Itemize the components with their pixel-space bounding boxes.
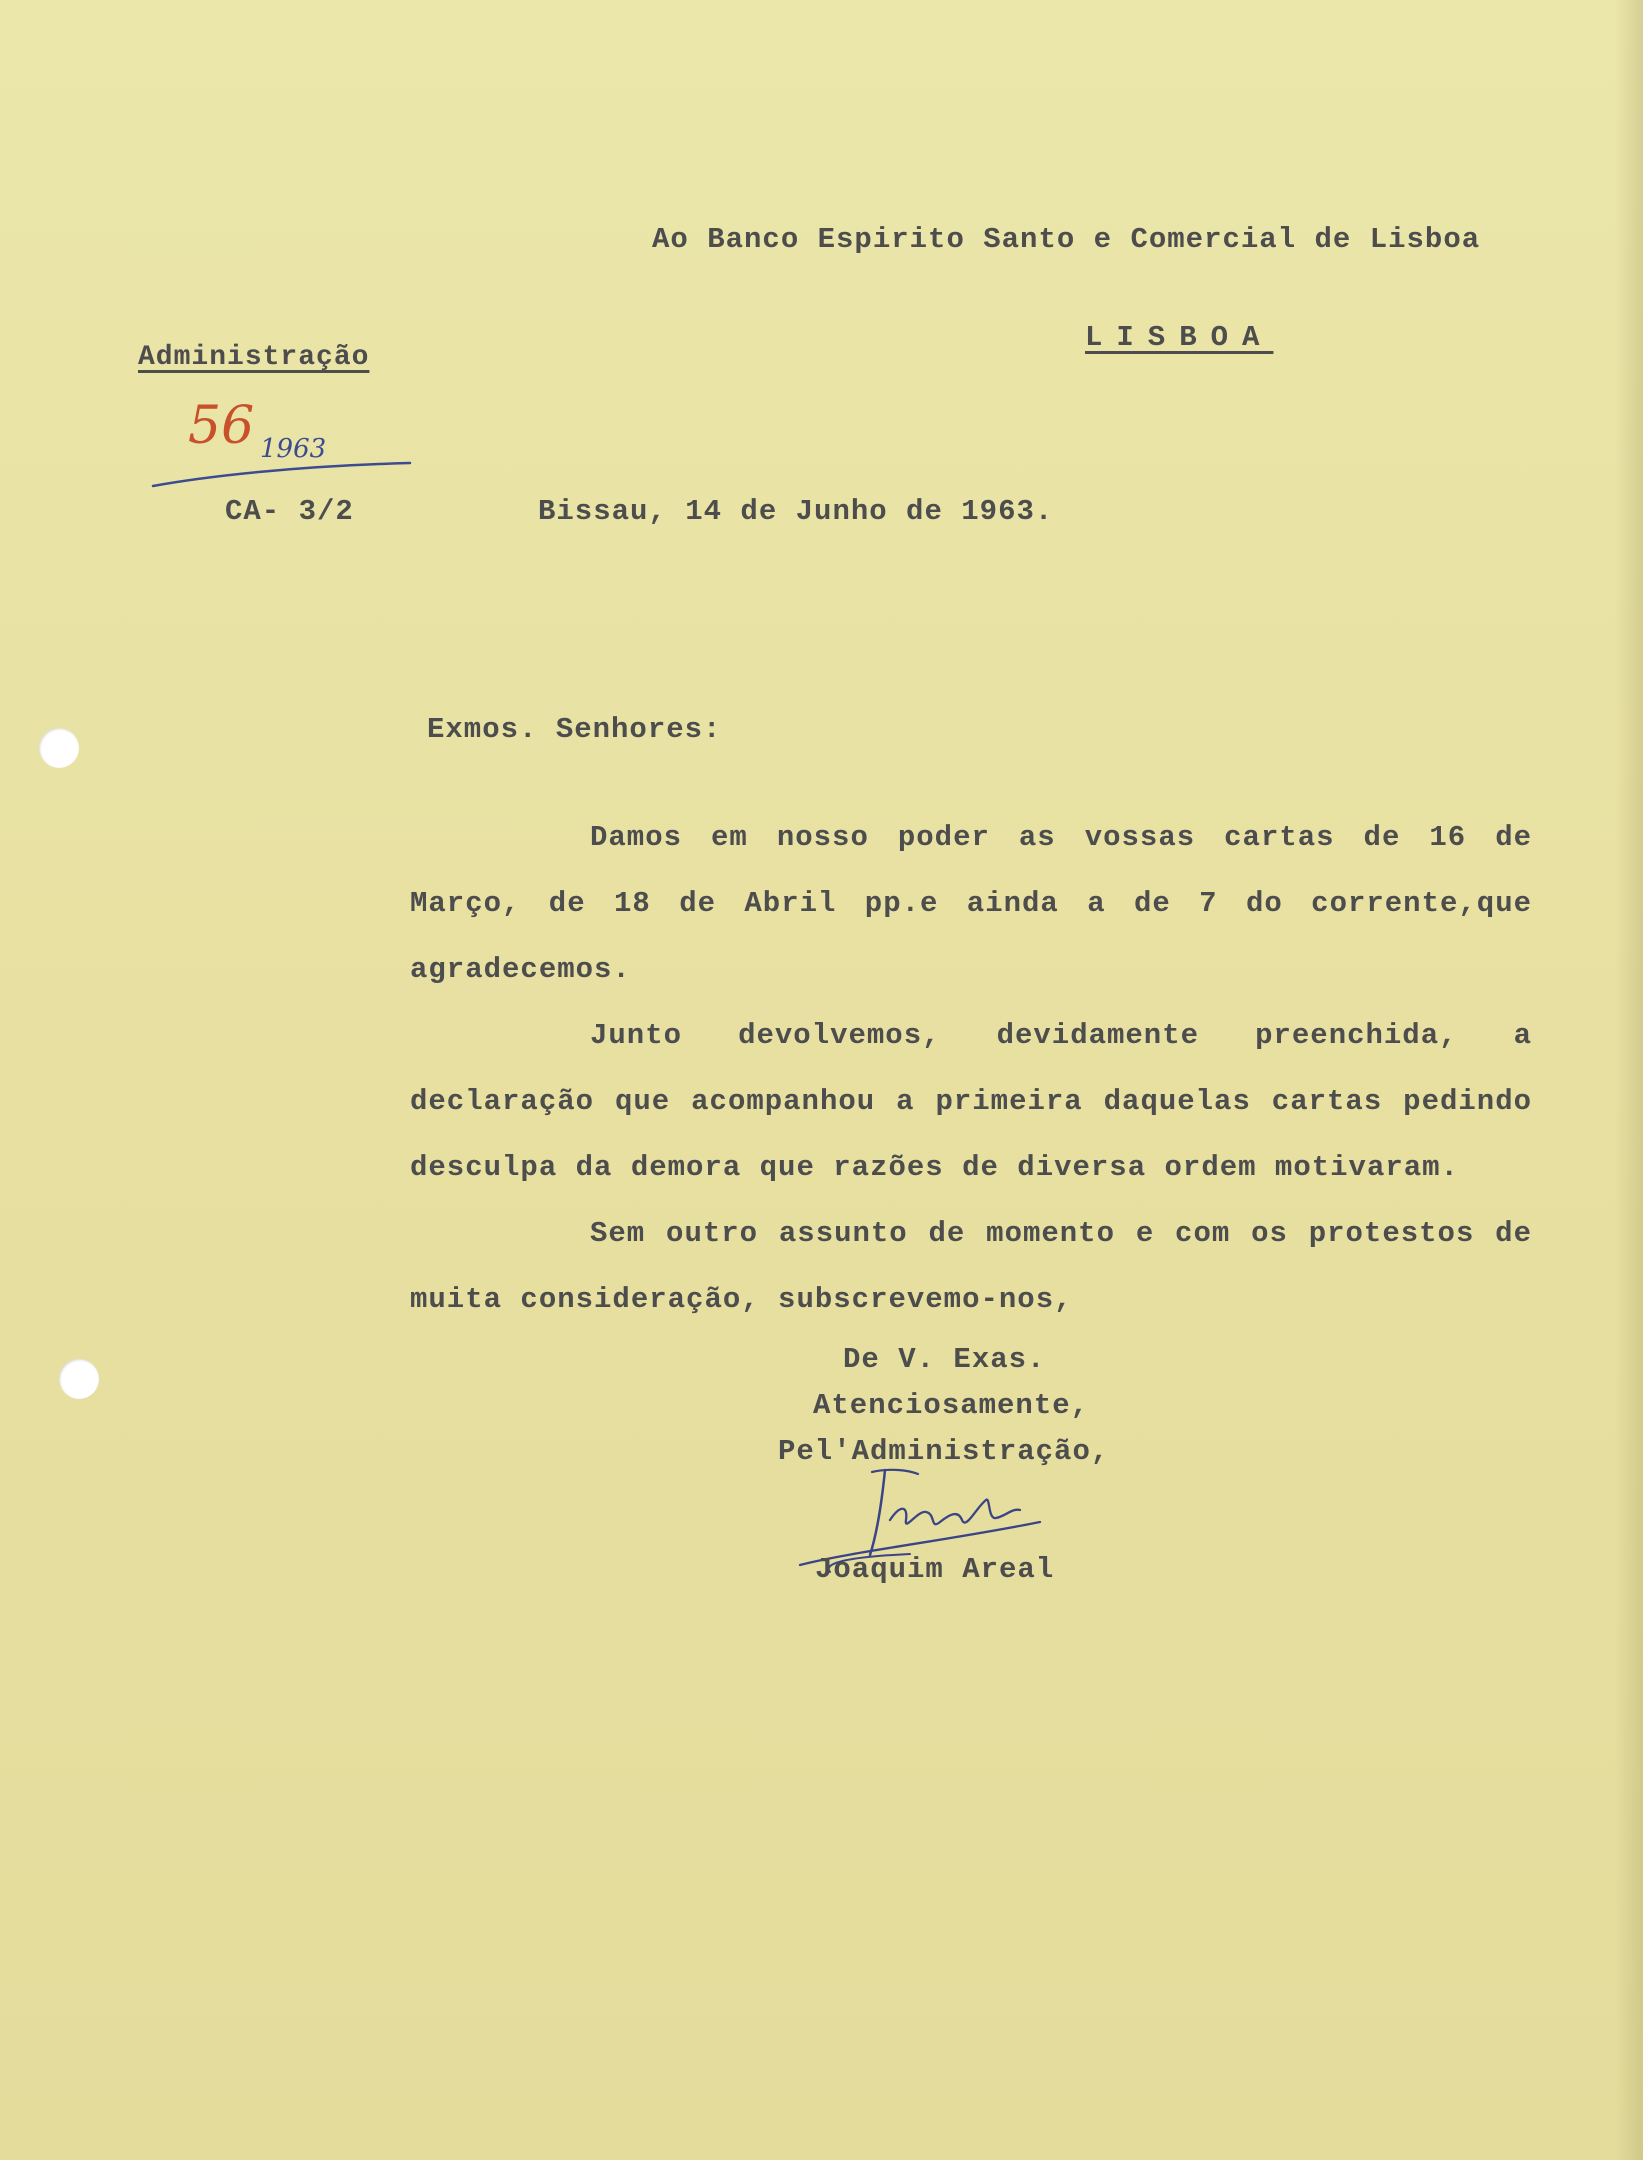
closing-line-1: De V. Exas. — [843, 1343, 1046, 1376]
place-date: Bissau, 14 de Junho de 1963. — [538, 495, 1054, 528]
department-label: Administração — [138, 342, 370, 373]
punch-hole-bottom — [59, 1359, 99, 1399]
handwritten-year: 1963 — [260, 434, 327, 464]
paragraph-1: Damos em nosso poder as vossas cartas de 16 de Março, de 18 de Abril pp.e ainda a de 7 do corrente,que agradecemos. — [410, 821, 1532, 986]
signatory-name: Joaquim Areal — [815, 1553, 1055, 1586]
reference-code: CA- 3/2 — [225, 495, 354, 528]
punch-hole-top — [39, 728, 79, 768]
closing-block — [778, 1337, 1109, 1475]
paragraph-3: Sem outro assunto de momento e com os protestos de muita consideração, subscrevemo-nos, — [410, 1217, 1532, 1316]
paper-edge-shadow — [1615, 0, 1643, 2160]
addressee-line: Ao Banco Espirito Santo e Comercial de Lisboa — [652, 223, 1481, 256]
handwritten-reference — [148, 398, 418, 498]
closing-line-3: Pel'Administração, — [778, 1435, 1110, 1468]
handwritten-number: 56 — [188, 396, 255, 456]
closing-line-2: Atenciosamente, — [813, 1389, 1090, 1422]
addressee-city: LISBOA — [1085, 321, 1274, 354]
paragraph-2: Junto devolvemos, devidamente preenchida, a declaração que acompanhou a primeira daquelas cartas pedindo desculpa da demora que razões de diversa ordem motivaram. — [410, 1019, 1532, 1184]
salutation: Exmos. Senhores: — [427, 713, 722, 746]
letter-body — [410, 805, 1532, 1333]
